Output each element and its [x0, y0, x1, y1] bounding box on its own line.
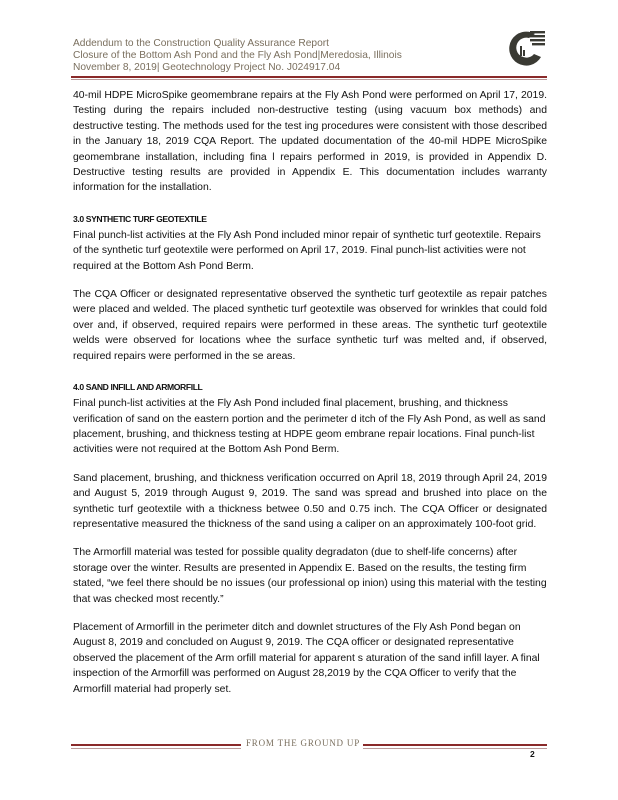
section-4-paragraph-1: Final punch-list activities at the Fly Ash Pond included final placement, brushing, and thickness verification of sand on the eastern portion and the perimeter d itch of the Fly Ash Pond, as well as sand placement, brushing, and thickness testing at HDPE geom embrane repair locations. Final punch-list activities were not required at the Bottom Ash Pond Berm. — [73, 398, 546, 456]
section-4-paragraph-4: Placement of Armorfill in the perimeter ditch and downlet structures of the Fly Ash Pond began on August 8, 2019 and concluded on August 9, 2019. The CQA officer or designated representative observed the placement of the Arm orfill material for apparent s aturation of the sand infill layer. A final inspection of the Armorfill was performed on August 28,2019 by the CQA Officer to verify that the Armorfill material had properly set. — [73, 621, 540, 695]
header-line-2: Closure of the Bottom Ash Pond and the Fly Ash Pond|Meredosia, Illinois — [73, 50, 402, 61]
header-text — [73, 38, 513, 74]
footer-rule-left — [71, 744, 241, 749]
section-heading-4: 4.0 SAND INFILL AND ARMORFILL — [73, 382, 203, 393]
section-3-paragraph-1: Final punch-list activities at the Fly Ash Pond included minor repair of synthetic turf geotextile. Repairs of the synthetic turf geotextile were performed on April 17, 2019. Final punch-list activities were not required at the Bottom Ash Pond Berm. — [73, 229, 541, 272]
header-line-1: Addendum to the Construction Quality Assurance Report — [73, 38, 329, 49]
company-logo-icon — [503, 27, 549, 67]
footer-rule-right — [363, 744, 547, 749]
footer-tagline: FROM THE GROUND UP — [246, 738, 360, 748]
section-4-paragraph-2: Sand placement, brushing, and thickness verification occurred on April 18, 2019 through April 24, 2019 and August 5, 2019 through August 9, 2019. The sand was spread and brushed into place on the synthetic turf geotextile with a thickness betwee 0.50 and 0.75 inch. The CQA Officer or designated representative measured the thickness of the sand using a caliper on an approximately 100-foot grid. — [73, 472, 547, 530]
section-3-paragraph-2: The CQA Officer or designated representative observed the synthetic turf geotextile as repair patches were placed and welded. The placed synthetic turf geotextile was observed for wrinkles that could fold over and, if observed, required repairs were performed in these areas. The synthetic turf geotextile welds were observed for locations whee the surface synthetic turf was melted and, if observed, required repairs were performed in the se areas. — [73, 289, 547, 362]
intro-paragraph: 40-mil HDPE MicroSpike geomembrane repairs at the Fly Ash Pond were performed on April 17, 2019. Testing during the repairs included non-destructive testing (using vacuum box methods) and destructive testing. The methods used for the test ing procedures were consistent with those described in the January 18, 2019 CQA Report. The updated documentation of the 40-mil HDPE MicroSpike geomembrane installation, including fina l repairs performed in 2019, is provided in Appendix D. Destructive testing results are provided in Appendix E. This documentation includes warranty information for the installation. — [73, 90, 547, 194]
header-rule — [71, 76, 547, 78]
header-line-3: November 8, 2019| Geotechnology Project No. J024917.04 — [73, 62, 341, 73]
section-4-paragraph-3: The Armorfill material was tested for possible quality degradaton (due to shelf-life concerns) after storage over the winter. Results are presented in Appendix E. Based on the results, the testing firm stated, “we feel there should be no issues (our professional op inion) using this material with the testing that was checked most recently.” — [73, 547, 547, 605]
document-body — [73, 88, 547, 710]
section-heading-3: 3.0 SYNTHETIC TURF GEOTEXTILE — [73, 213, 207, 224]
page-number: 2 — [530, 749, 535, 759]
header-rule-thin — [71, 79, 547, 80]
